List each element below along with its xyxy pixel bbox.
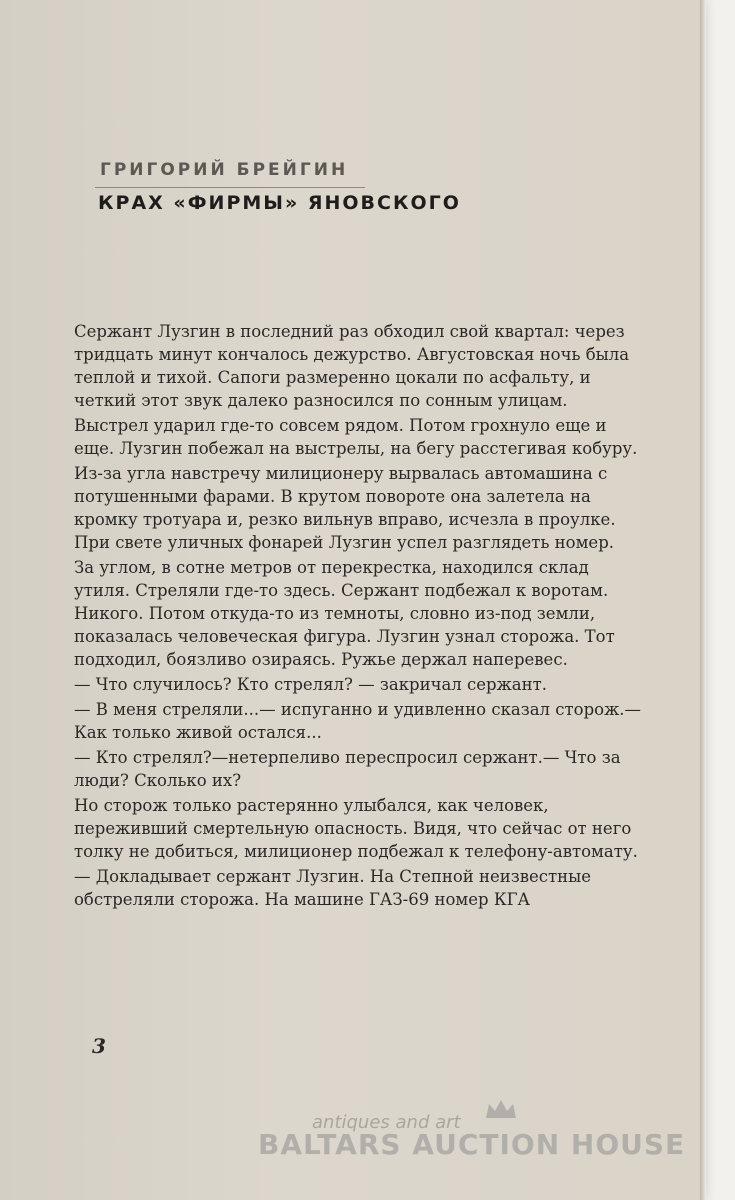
story-text bbox=[74, 320, 642, 913]
paragraph: За углом, в сотне метров от перекрестка, находился склад утиля. Стреляли где-то здесь. Сержант подбежал к воротам. Никого. Потом откуда-то из темноты, словно из-под земли, показалась человеческая фигура. Лузгин узнал сторожа. Тот подходил, боязливо озираясь. Ружье держал наперевес. bbox=[74, 558, 615, 669]
page-edge bbox=[700, 0, 706, 1200]
title-divider bbox=[95, 187, 365, 188]
paragraph: — Кто стрелял?—нетерпеливо переспросил сержант.— Что за люди? Сколько их? bbox=[74, 748, 621, 790]
paragraph: Но сторож только растерянно улыбался, как человек, переживший смертельную опасность. Видя, что сейчас от него толку не добиться, милиционер подбежал к телефону-автомату. bbox=[74, 796, 638, 861]
story-title: КРАХ «ФИРМЫ» ЯНОВСКОГО bbox=[98, 192, 461, 214]
watermark-name: BALTARS AUCTION HOUSE bbox=[258, 1128, 686, 1161]
paragraph: Сержант Лузгин в последний раз обходил свой квартал: через тридцать минут кончалось дежурство. Августовская ночь была теплой и тихой. Сапоги размеренно цокали по асфальту, и четкий этот звук далеко разносился по сонным улицам. bbox=[74, 322, 630, 410]
paragraph: — В меня стреляли...— испуганно и удивленно сказал сторож.— Как только живой остался... bbox=[74, 700, 642, 742]
watermark-tagline: antiques and art bbox=[312, 1112, 461, 1133]
page-number: 3 bbox=[92, 1034, 106, 1058]
crown-icon bbox=[484, 1098, 518, 1120]
paragraph: — Что случилось? Кто стрелял? — закричал сержант. bbox=[74, 675, 547, 694]
paragraph: — Докладывает сержант Лузгин. На Степной неизвестные обстреляли сторожа. На машине ГАЗ-69 номер КГА bbox=[74, 867, 592, 909]
paragraph: Из-за угла навстречу милиционеру вырвалась автомашина с потушенными фарами. В крутом повороте она залетела на кромку тротуара и, резко вильнув вправо, исчезла в проулке. При свете уличных фонарей Лузгин успел разглядеть номер. bbox=[74, 464, 616, 552]
paragraph: Выстрел ударил где-то совсем рядом. Потом грохнуло еще и еще. Лузгин побежал на выстрелы, на бегу расстегивая кобуру. bbox=[74, 416, 638, 458]
author-name: ГРИГОРИЙ БРЕЙГИН bbox=[100, 160, 349, 180]
